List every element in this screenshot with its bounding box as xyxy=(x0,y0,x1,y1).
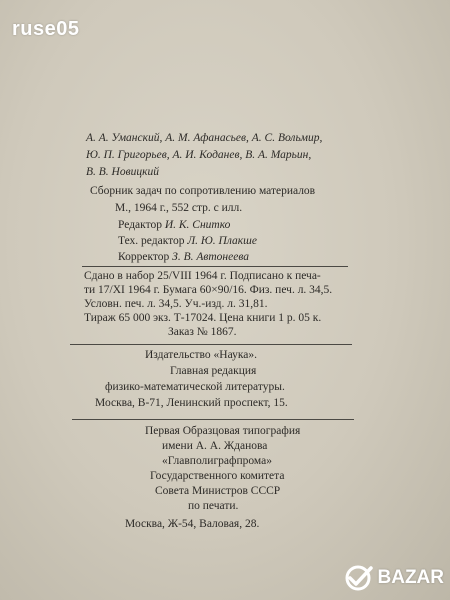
watermark-bazar-text: BAZAR xyxy=(377,567,444,588)
proofreader-name: З. В. Автонеева xyxy=(172,251,250,263)
printer-line-1: Первая Образцовая типография xyxy=(145,425,301,437)
tech-editor-line xyxy=(118,235,257,248)
print-details-line-2: ти 17/XI 1964 г. Бумага 60×90/16. Физ. печ. л. 34,5. xyxy=(84,284,333,296)
publisher-line-4: Москва, В-71, Ленинский проспект, 15. xyxy=(95,397,288,409)
proofreader-line xyxy=(118,251,249,264)
publisher-line-3: физико-математической литературы. xyxy=(105,381,285,393)
printer-line-4: Государственного комитета xyxy=(150,470,285,482)
divider-top xyxy=(82,266,348,267)
publisher-line-1: Издательство «Наука». xyxy=(145,349,257,361)
printer-line-2: имени А. А. Жданова xyxy=(162,440,268,452)
authors-line-2: Ю. П. Григорьев, А. И. Коданев, В. А. Марьин, xyxy=(86,149,312,161)
printer-line-3: «Главполиграфпрома» xyxy=(162,455,272,467)
editor-label: Редактор xyxy=(118,219,162,231)
publication-line: М., 1964 г., 552 стр. с илл. xyxy=(115,202,243,214)
tech-editor-label: Тех. редактор xyxy=(118,235,185,247)
divider-middle xyxy=(70,344,352,345)
print-details-line-1: Сдано в набор 25/VIII 1964 г. Подписано к печа- xyxy=(84,270,321,282)
watermark-bazar xyxy=(341,564,445,592)
book-title: Сборник задач по сопротивлению материалов xyxy=(90,185,316,197)
authors-line-1: А. А. Уманский, А. М. Афанасьев, А. С. Вольмир, xyxy=(86,132,323,144)
print-details-line-5: Заказ № 1867. xyxy=(168,326,237,338)
printer-line-7: Москва, Ж-54, Валовая, 28. xyxy=(125,518,260,530)
divider-bottom xyxy=(72,419,354,420)
tech-editor-name: Л. Ю. Плакше xyxy=(187,235,257,247)
print-details-line-3: Условн. печ. л. 34,5. Уч.-изд. л. 31,81. xyxy=(84,298,268,310)
printer-line-5: Совета Министров СССР xyxy=(155,485,281,497)
editor-line xyxy=(118,219,230,232)
publisher-line-2: Главная редакция xyxy=(170,365,257,377)
print-details-line-4: Тираж 65 000 экз. Т-17024. Цена книги 1 р. 05 к. xyxy=(84,312,322,324)
editor-name: И. К. Снитко xyxy=(164,219,231,231)
authors-line-3: В. В. Новицкий xyxy=(86,166,159,178)
printer-line-6: по печати. xyxy=(188,500,239,512)
watermark-ruse05: ruse05 xyxy=(12,18,80,40)
bazar-logo-icon xyxy=(341,564,375,592)
proofreader-label: Корректор xyxy=(118,251,170,263)
